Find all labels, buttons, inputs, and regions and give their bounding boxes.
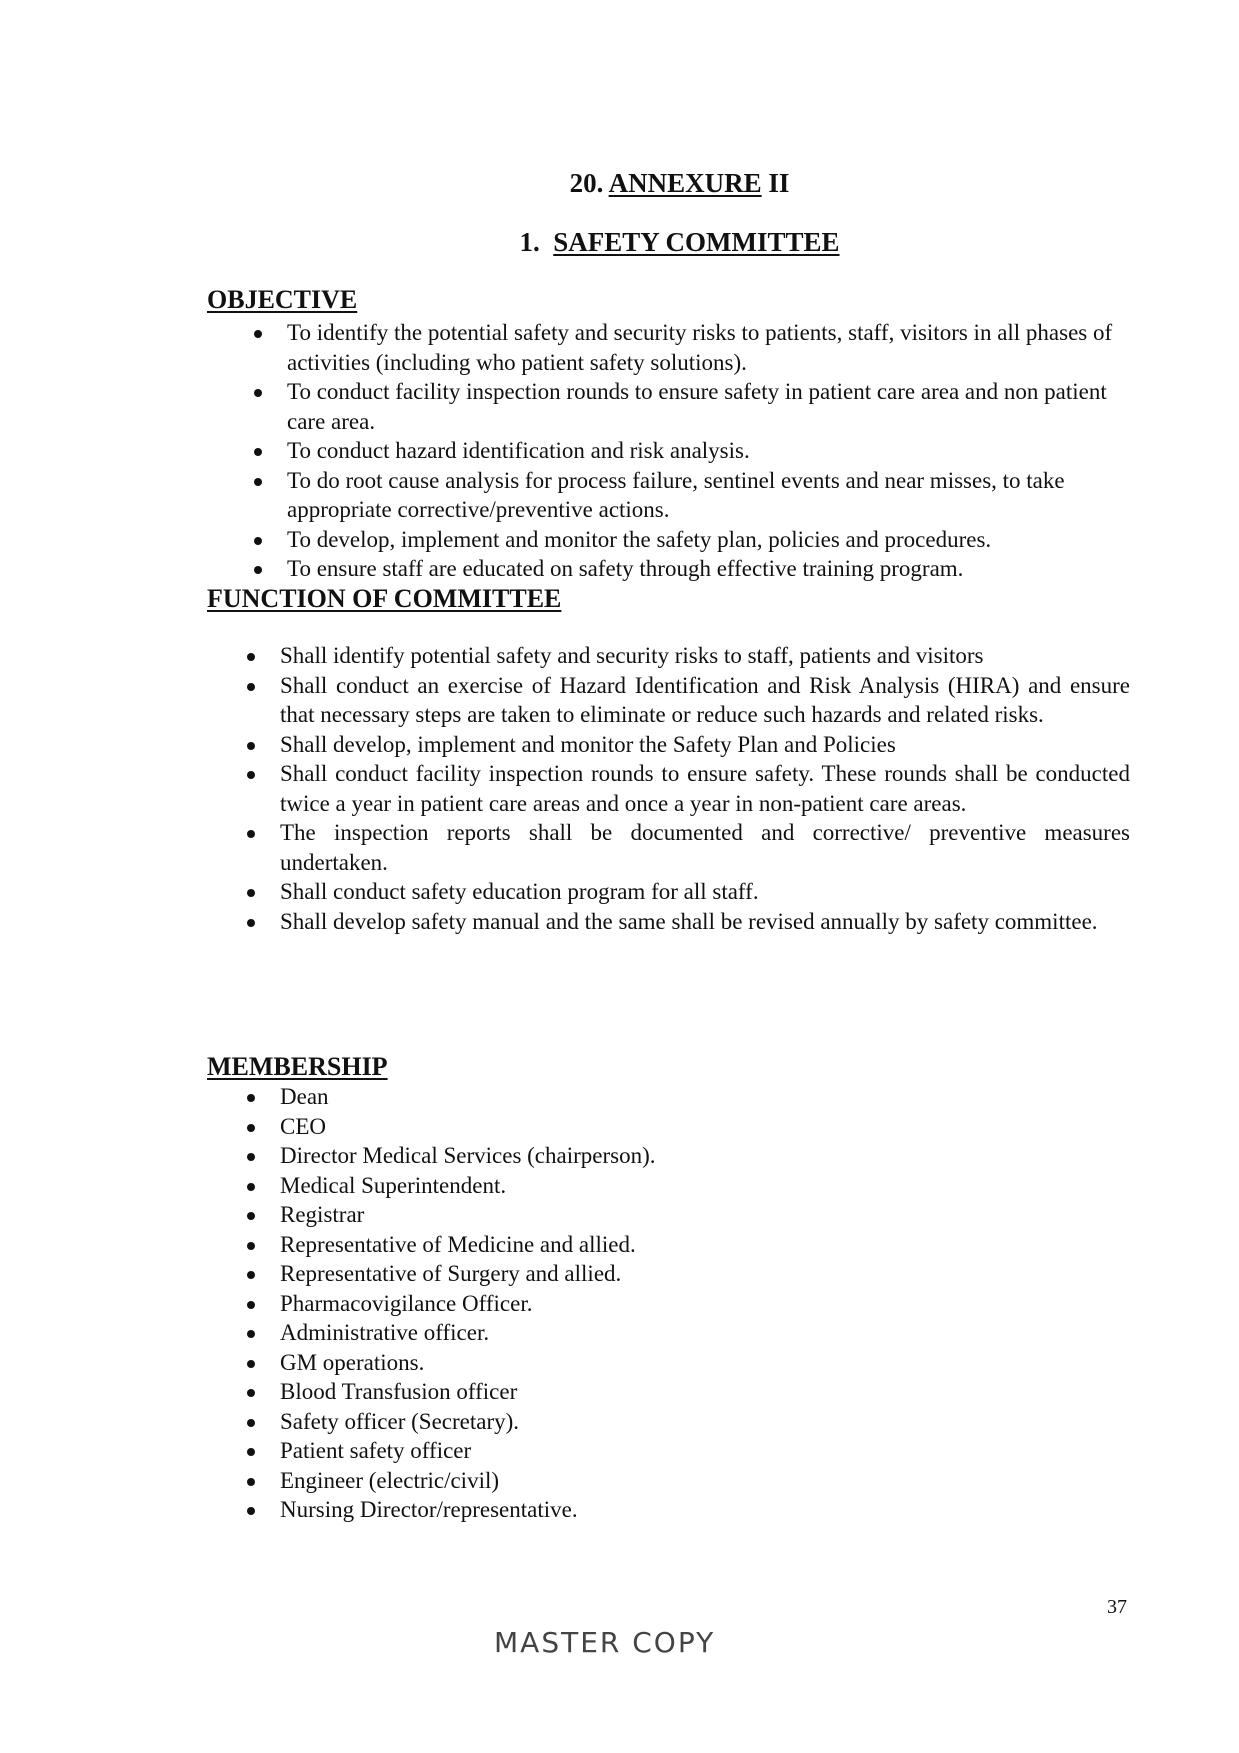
bullet-icon [247, 1419, 255, 1427]
list-item [287, 525, 1132, 555]
list-item [280, 1289, 980, 1319]
list-item-text: To conduct facility inspection rounds to ensure safety in patient care area and non patient care area. [287, 379, 1107, 434]
list-item [280, 1377, 980, 1407]
list-item [280, 877, 1130, 907]
list-item-text: Blood Transfusion officer [280, 1379, 518, 1404]
list-item [287, 318, 1132, 377]
committee-number: 1. [519, 227, 540, 257]
list-item-text: To identify the potential safety and security risks to patients, staff, visitors in all phases of activities (including who patient safety solutions). [287, 320, 1113, 375]
membership-title: MEMBERSHIP [207, 1052, 388, 1081]
list-item [280, 1230, 980, 1260]
list-item [287, 466, 1132, 525]
list-item-text: Pharmacovigilance Officer. [280, 1290, 533, 1316]
bullet-icon [247, 1153, 255, 1161]
list-item-text: Dean [280, 1084, 329, 1109]
list-item [280, 1348, 980, 1378]
bullet-icon [247, 1448, 255, 1456]
list-item [280, 1112, 980, 1142]
list-item [280, 1082, 980, 1112]
bullet-icon [254, 566, 262, 574]
annexure-heading [60, 168, 1239, 199]
list-item-text: Shall identify potential safety and security risks to staff, patients and visitors [280, 643, 984, 668]
bullet-icon [247, 653, 255, 661]
bullet-icon [247, 1183, 255, 1191]
list-item-text: Registrar [280, 1202, 365, 1227]
bullet-icon [247, 1507, 255, 1515]
bullet-icon [247, 1389, 255, 1397]
membership-list [280, 1082, 980, 1525]
list-item [287, 436, 1132, 466]
list-item-text: Director Medical Services (chairperson). [280, 1143, 656, 1168]
list-item-text: Representative of Surgery and allied. [280, 1261, 622, 1286]
list-item [280, 1436, 980, 1466]
list-item [280, 671, 1130, 730]
list-item-text: Patient safety officer [280, 1438, 472, 1463]
list-item [280, 1466, 980, 1496]
list-item [280, 1495, 980, 1525]
bullet-icon [247, 742, 255, 750]
list-item-text: To develop, implement and monitor the safety plan, policies and procedures. [287, 526, 992, 552]
bullet-icon [247, 1330, 255, 1338]
annexure-suffix: II [768, 168, 790, 198]
list-item [280, 1171, 980, 1201]
committee-heading [60, 227, 1239, 258]
list-item-text: Engineer (electric/civil) [280, 1467, 500, 1493]
bullet-icon [247, 830, 255, 838]
list-item-text: To conduct hazard identification and risk analysis. [287, 438, 750, 463]
list-item [280, 1259, 980, 1289]
list-item-text: CEO [280, 1113, 326, 1139]
bullet-icon [247, 1478, 255, 1486]
bullet-icon [247, 1094, 255, 1102]
objective-title: OBJECTIVE [207, 285, 358, 314]
list-item-text: Shall conduct safety education program for all staff. [280, 879, 759, 904]
bullet-icon [247, 919, 255, 927]
list-item-text: Shall conduct facility inspection rounds to ensure safety. These rounds shall be conducted twice a year in patient care areas and once a year in non-patient care areas. [280, 761, 1130, 816]
list-item-text: Shall develop safety manual and the same shall be revised annually by safety committee. [280, 908, 1098, 934]
bullet-icon [254, 537, 262, 545]
list-item-text: Representative of Medicine and allied. [280, 1231, 636, 1257]
list-item [280, 641, 1130, 671]
list-item [280, 1141, 980, 1171]
bullet-icon [254, 478, 262, 486]
bullet-icon [247, 1360, 255, 1368]
bullet-icon [247, 1212, 255, 1220]
list-item [280, 1318, 980, 1348]
list-item-text: GM operations. [280, 1349, 425, 1375]
bullet-icon [247, 889, 255, 897]
annexure-number: 20. [569, 168, 604, 198]
annexure-word: ANNEXURE [608, 168, 762, 198]
list-item [280, 730, 1130, 760]
list-item-text: To ensure staff are educated on safety through effective training program. [287, 556, 964, 581]
list-item-text: Medical Superintendent. [280, 1172, 507, 1198]
bullet-icon [247, 683, 255, 691]
list-item-text: Shall conduct an exercise of Hazard Identification and Risk Analysis (HIRA) and ensure that necessary steps are taken to eliminate or reduce such hazards and related risks. [280, 672, 1130, 727]
list-item [280, 1407, 980, 1437]
bullet-icon [247, 1242, 255, 1250]
committee-title: SAFETY COMMITTEE [553, 227, 840, 257]
list-item-text: The inspection reports shall be documented and corrective/ preventive measures undertaken. [280, 820, 1130, 875]
function-title: FUNCTION OF COMMITTEE [207, 584, 562, 613]
list-item-text: Nursing Director/representative. [280, 1497, 578, 1522]
bullet-icon [254, 448, 262, 456]
list-item-text: To do root cause analysis for process failure, sentinel events and near misses, to take appropriate corrective/preventive actions. [287, 467, 1065, 522]
list-item [287, 554, 1132, 584]
list-item-text: Safety officer (Secretary). [280, 1408, 520, 1434]
bullet-icon [247, 1271, 255, 1279]
list-item [287, 377, 1132, 436]
bullet-icon [247, 1301, 255, 1309]
function-list [280, 641, 1130, 936]
list-item-text: Administrative officer. [280, 1320, 490, 1345]
objective-list [287, 318, 1132, 584]
bullet-icon [254, 330, 262, 338]
list-item [280, 759, 1130, 818]
list-item [280, 1200, 980, 1230]
bullet-icon [247, 1124, 255, 1132]
bullet-icon [247, 771, 255, 779]
list-item [280, 818, 1130, 877]
list-item-text: Shall develop, implement and monitor the Safety Plan and Policies [280, 731, 896, 757]
page-number: 37 [1107, 1596, 1127, 1618]
bullet-icon [254, 389, 262, 397]
master-copy-stamp: MASTER COPY [494, 1626, 716, 1659]
list-item [280, 907, 1130, 937]
